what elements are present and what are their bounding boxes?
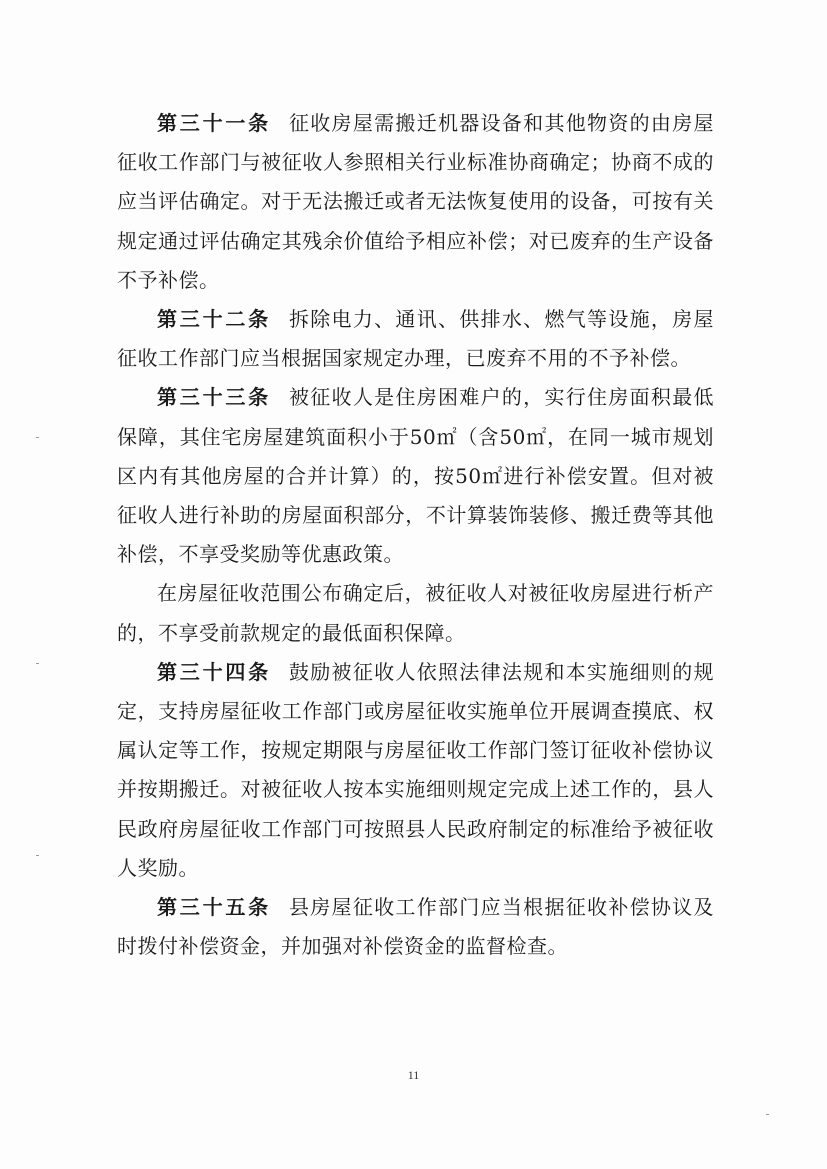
scan-speck (36, 855, 39, 856)
page-number: 11 (407, 1068, 420, 1082)
scan-speck (766, 1114, 769, 1115)
article-31-text: 征收房屋需搬迁机器设备和其他物资的由房屋征收工作部门与被征收人参照相关行业标准协商确定；协商不成的应当评估确定。对于无法搬迁或者无法恢复使用的设备，可按有关规定通过评估确定其残余价值给予相应补偿；对已废弃的生产设备不予补偿。 (117, 111, 715, 292)
article-33-text: 被征收人是住房困难户的，实行住房面积最低保障，其住宅房屋建筑面积小于50㎡（含50㎡，在同一城市规划区内有其他房屋的合并计算）的，按50㎡进行补偿安置。但对被征收人进行补助的房屋面积部分，不计算装饰装修、搬迁费等其他补偿，不享受奖励等优惠政策。 (117, 385, 715, 567)
article-32-paragraph (117, 300, 714, 378)
article-34-heading: 第三十四条 (157, 659, 271, 684)
article-33-second-text: 在房屋征收范围公布确定后，被征收人对被征收房屋进行析产的，不享受前款规定的最低面积保障。 (117, 581, 714, 645)
article-33-paragraph (117, 378, 714, 574)
article-35-text: 县房屋征收工作部门应当根据征收补偿协议及时拨付补偿资金，并加强对补偿资金的监督检查。 (117, 895, 715, 959)
article-31-paragraph (117, 104, 714, 300)
article-31-heading: 第三十一条 (157, 111, 271, 135)
article-33-second-paragraph (117, 574, 714, 652)
article-32-text: 拆除电力、通讯、供排水、燃气等设施，房屋征收工作部门应当根据国家规定办理，已废弃不用的不予补偿。 (117, 307, 715, 371)
article-35-paragraph (117, 888, 714, 966)
article-32-heading: 第三十二条 (157, 307, 271, 332)
article-34-text: 鼓励被征收人依照法律法规和本实施细则的规定，支持房屋征收工作部门或房屋征收实施单位开展调查摸底、权属认定等工作，按规定期限与房屋征收工作部门签订征收补偿协议并按期搬迁。对被征收人按本实施细则规定完成上述工作的，县人民政府房屋征收工作部门可按照县人民政府制定的标准给予被征收人奖励。 (117, 659, 715, 880)
document-body (117, 104, 714, 966)
scan-speck (36, 437, 39, 438)
article-34-paragraph (117, 653, 714, 888)
article-35-heading: 第三十五条 (157, 895, 271, 920)
article-33-heading: 第三十三条 (157, 385, 271, 410)
scan-speck (36, 663, 39, 664)
